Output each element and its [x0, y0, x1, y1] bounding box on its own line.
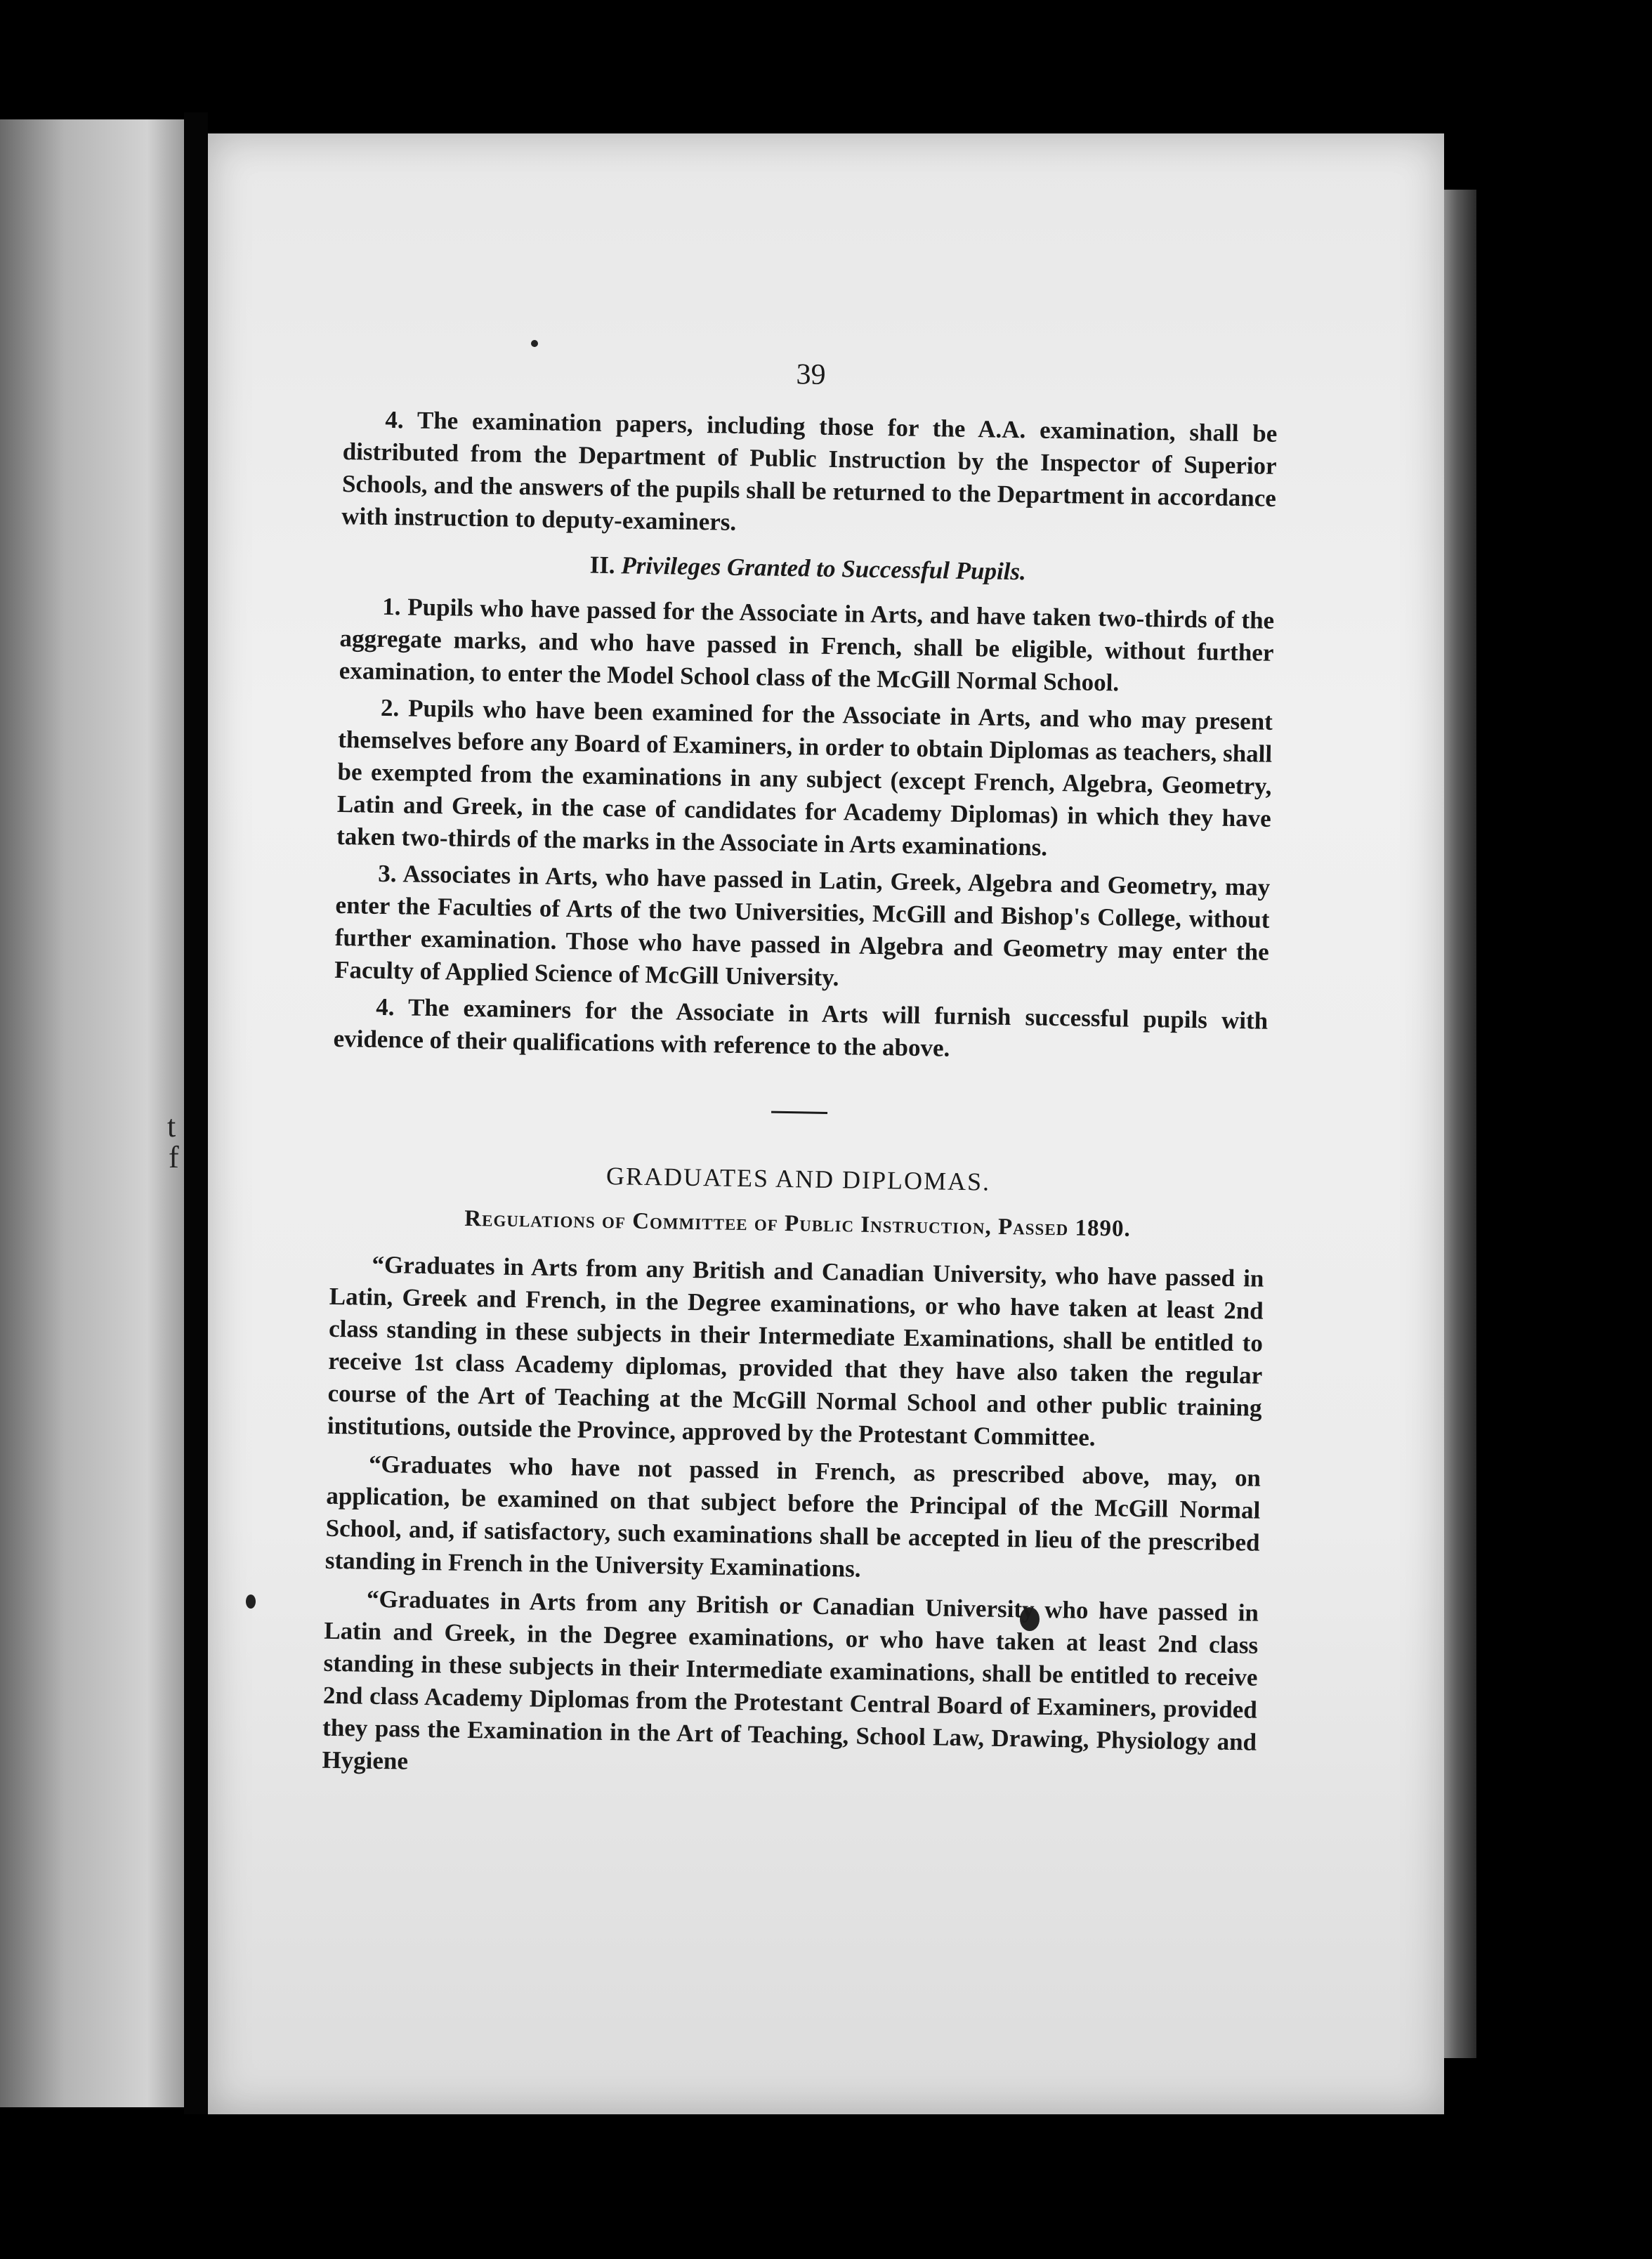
section-divider	[771, 1111, 827, 1114]
section-heading: GRADUATES AND DIPLOMAS.	[605, 1162, 991, 1196]
page-number: 39	[796, 358, 826, 391]
regulations-subheading: Regulations of Committee of Public Instruction, Passed 1890.	[464, 1205, 1132, 1242]
privilege-item-3: 3. Associates in Arts, who have passed in Latin, Greek, Algebra and Geometry, may enter the Faculties of Arts of the two Universities, McGill and Bishop's College, without further examination. Those who have passed in Algebra and Geometry may enter the Faculty of Applied Science of McGill University.	[334, 859, 1271, 992]
book-gutter	[184, 112, 208, 2114]
facing-page-edge	[0, 119, 184, 2107]
privilege-item-1: 1. Pupils who have passed for the Associate in Arts, and have taken two-thirds of the aggregate marks, and who have passed in French, shall be eligible, without further examination, to enter the Model School class of the McGill Normal School.	[339, 592, 1275, 697]
ink-dot	[531, 340, 538, 347]
facing-page-letter: t	[167, 1109, 176, 1144]
paragraph-examination-papers: 4. The examination papers, including those for the A.A. examination, shall be distributed from the Department of Public Instruction by the Inspector of Superior Schools, and the answers of the pupils shall be returned to the Department in accordance with instruction to deputy-examiners.	[341, 405, 1278, 536]
subheading-numeral: II.	[589, 551, 615, 580]
page-stack-edge	[1444, 190, 1476, 2058]
privilege-item-4: 4. The examiners for the Associate in Arts will furnish successful pupils with evidence of their qualifications with reference to the above.	[333, 993, 1268, 1062]
page-text	[322, 351, 1278, 1797]
section-subheading	[341, 545, 1276, 592]
graduates-paragraph-2: “Graduates who have not passed in French, as prescribed above, may, on application, be examined on that subject before the Principal of the McGill Normal School, and, if satisfactory, such examinations shall be accepted in lieu of the prescribed standing in French in the University Examinations.	[324, 1450, 1261, 1583]
ink-blot	[246, 1595, 256, 1609]
graduates-paragraph-3: “Graduates in Arts from any British or Canadian University who have passed in Latin and Greek, in the Degree examinations, or who have taken at least 2nd class standing in these subjects in their Intermediate examinations, shall be entitled to receive 2nd class Academy Diplomas from the Protestant Central Board of Examiners, provided they pass the Examination in the Art of Teaching, School Law, Drawing, Physiology and Hygiene	[322, 1585, 1259, 1775]
graduates-paragraph-1: “Graduates in Arts from any British and Canadian University, who have passed in Latin, Greek and French, in the Degree examinations, or who have taken at least 2nd class standing in these subjects in their Intermediate Examinations, shall be entitled to receive 1st class Academy diplomas, provided that they have also taken the regular course of the Art of Teaching at the McGill Normal School and other public training institutions, outside the Province, approved by the Protestant Committee.	[327, 1250, 1264, 1451]
privilege-item-2: 2. Pupils who have been examined for the Associate in Arts, and who may present themselves before any Board of Examiners, in order to obtain Diplomas as teachers, shall be exempted from the examinations in any subject (except French, Algebra, Geometry, Latin and Greek, in the case of candidates for Academy Diplomas) in which they have taken two-thirds of the marks in the Associate in Arts examinations.	[336, 693, 1273, 861]
subheading-title: Privileges Granted to Successful Pupils.	[621, 551, 1027, 586]
facing-page-letter: f	[169, 1140, 179, 1174]
